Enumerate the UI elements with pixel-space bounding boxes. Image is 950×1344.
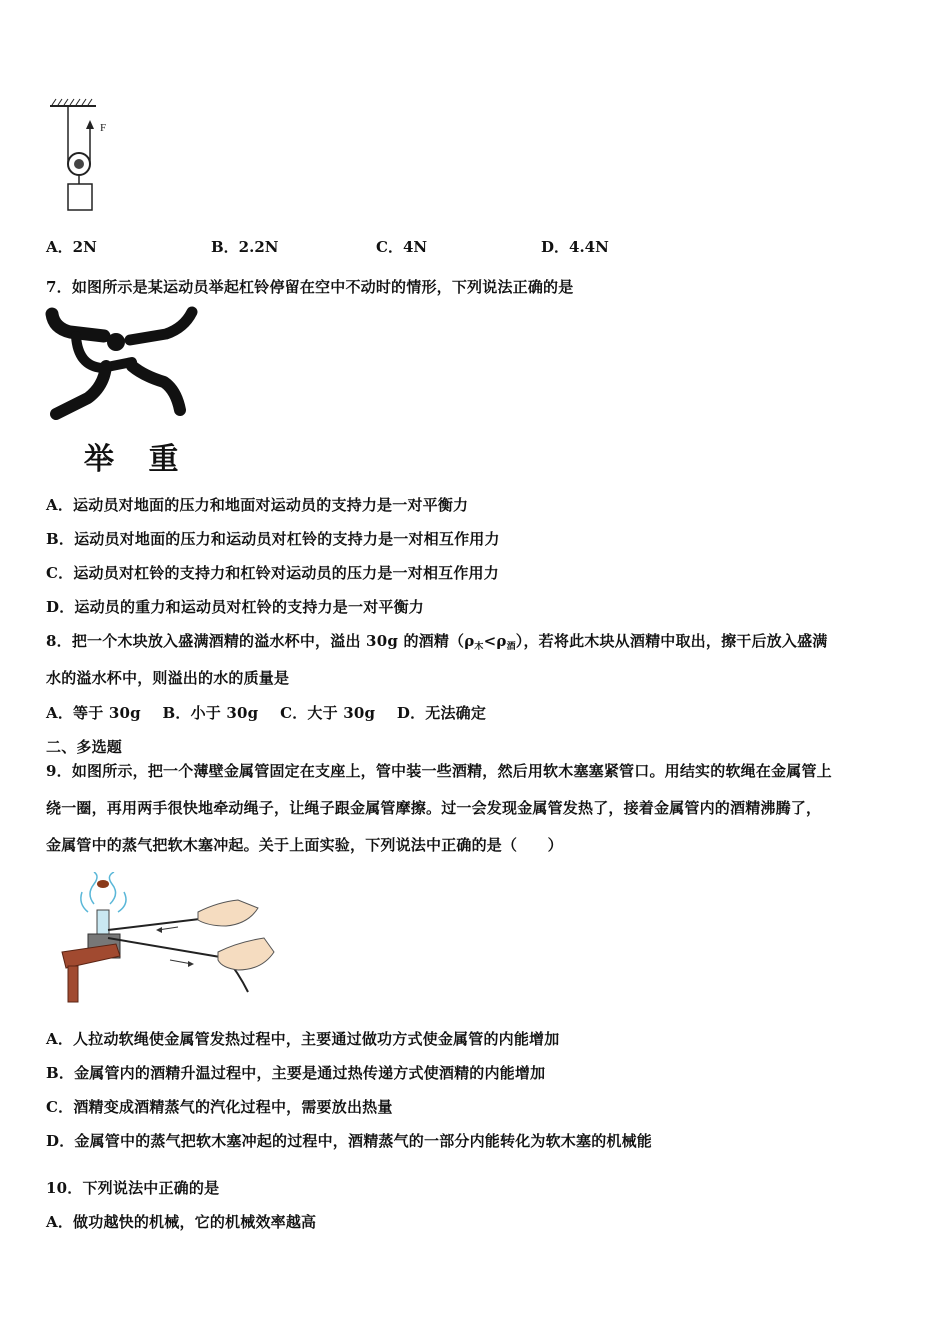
q9-option-d[interactable]: D．金属管中的蒸气把软木塞冲起的过程中，酒精蒸气的一部分内能转化为软木塞的机械能 xyxy=(46,1132,653,1150)
table xyxy=(62,944,120,968)
q10-option-a[interactable]: A．做功越快的机械，它的机械效率越高 xyxy=(46,1213,317,1231)
q9-option-b[interactable]: B．金属管内的酒精升温过程中，主要是通过热传递方式使酒精的内能增加 xyxy=(46,1064,546,1082)
hand-lower-icon xyxy=(218,938,274,970)
ceiling-support xyxy=(50,99,96,106)
force-label: F xyxy=(100,122,107,134)
q9-question-line1: 9．如图所示，把一个薄壁金属管固定在支座上，管中装一些酒精，然后用软木塞塞紧管口。用结实的软绳在金属管上 xyxy=(46,762,832,780)
q9-question-line2: 绕一圈，再用两手很快地牵动绳子，让绳子跟金属管摩擦。过一会发现金属管发热了，接着金属管内的酒精沸腾了， xyxy=(46,799,822,817)
weightlifting-caption: 举 重 xyxy=(84,442,191,477)
q6-option-c[interactable]: C．4N xyxy=(376,238,428,256)
q7-option-d[interactable]: D．运动员的重力和运动员对杠铃的支持力是一对平衡力 xyxy=(46,598,425,616)
section-title-multiple-choice: 二、多选题 xyxy=(46,738,123,756)
q9-option-c[interactable]: C．酒精变成酒精蒸气的汽化过程中，需要放出热量 xyxy=(46,1098,393,1116)
q6-option-d[interactable]: D．4.4N xyxy=(541,238,609,256)
q9-question-line3: 金属管中的蒸气把软木塞冲起。关于上面实验，下列说法中正确的是（ ） xyxy=(46,836,563,854)
q9-option-a[interactable]: A．人拉动软绳使金属管发热过程中，主要通过做功方式使金属管的内能增加 xyxy=(46,1030,560,1048)
weightlifter-icon xyxy=(44,306,204,426)
q7-option-c[interactable]: C．运动员对杠铃的支持力和杠铃对运动员的压力是一对相互作用力 xyxy=(46,564,499,582)
q7-option-a[interactable]: A．运动员对地面的压力和地面对运动员的支持力是一对平衡力 xyxy=(46,496,469,514)
q8-question: 8．把一个木块放入盛满酒精的溢水杯中，溢出 30g 的酒精$(\rho_木<\rho_酒)$，若将此木块从酒精中取出，擦干后放入盛满 xyxy=(46,632,828,652)
q8-question-line2: 水的溢水杯中，则溢出的水的质量是 xyxy=(46,669,290,687)
friction-experiment-figure xyxy=(58,872,278,1004)
pulley-figure xyxy=(44,98,134,216)
q7-option-b[interactable]: B．运动员对地面的压力和运动员对杠铃的支持力是一对相互作用力 xyxy=(46,530,500,548)
hand-upper-icon xyxy=(198,900,258,926)
hanging-block xyxy=(68,184,92,210)
force-arrow xyxy=(86,120,94,129)
q10-question: 10．下列说法中正确的是 xyxy=(46,1179,220,1197)
q8-options[interactable]: A．等于 30g B．小于 30g C．大于 30g D．无法确定 xyxy=(46,704,487,722)
q7-question: 7．如图所示是某运动员举起杠铃停留在空中不动时的情形，下列说法正确的是 xyxy=(46,278,574,296)
q6-option-a[interactable]: A．2N xyxy=(46,238,97,256)
cork-icon xyxy=(97,880,109,888)
q6-option-b[interactable]: B．2.2N xyxy=(211,238,279,256)
steam-icon xyxy=(81,872,126,912)
